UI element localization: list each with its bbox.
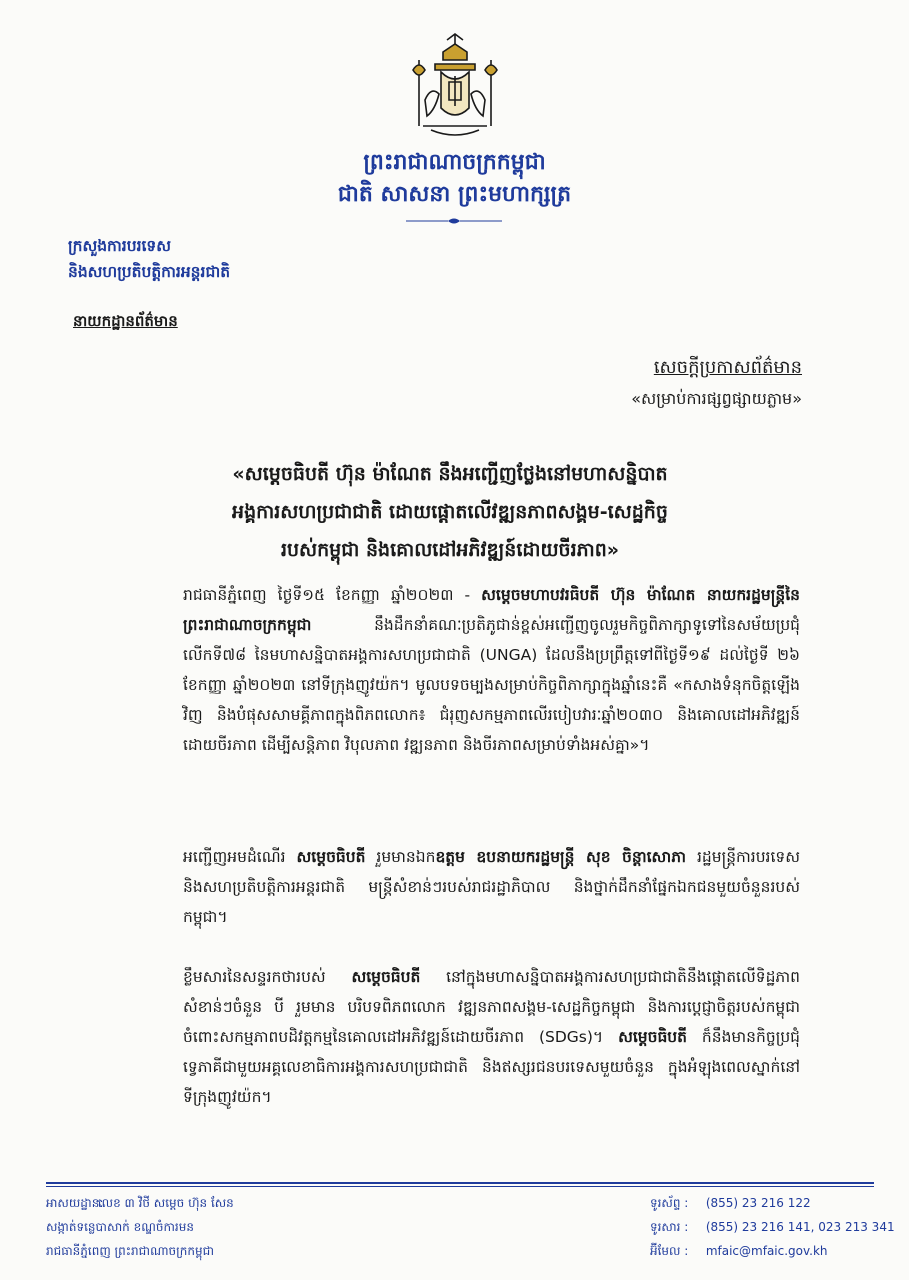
press-release-label: សេចក្តីប្រកាសព័ត៌មាន: [653, 357, 802, 378]
address-text: លេខ ៣ វិថី សម្តេច ហ៊ុន សែន: [97, 1196, 234, 1210]
paragraph-1-text: នឹងដឹកនាំគណៈប្រតិភូជាន់ខ្ពស់អញ្ជើញចូលរួមកិច្ចពិភាក្សាទូទៅនៃសម័យប្រជុំលើកទី៧៨ នៃមហាសន្និបាតអង្គការសហប្រជាជាតិ (UNGA) ដែលនឹងប្រព្រឹត្តទៅពីថ្ងៃទី១៩ ដល់ថ្ងៃទី ២៦ ខែកញ្ញា ឆ្នាំ២០២៣ នៅទីក្រុងញូវយ៉ក។ មូលបទចម្បងសម្រាប់កិច្ចពិភាក្សាក្នុងឆ្នាំនេះគឺ «កសាងទំនុកចិត្តឡើងវិញ និងបំផុសសាមគ្គីភាពក្នុងពិភពលោក៖ ជំរុញសកម្មភាពលើរបៀបវារៈឆ្នាំ២០៣០ និងគោលដៅអភិវឌ្ឍន៍ដោយចីរភាព ដើម្បីសន្តិភាព វិបុលភាព វឌ្ឍនភាព និងចីរភាពសម្រាប់ទាំងអស់គ្នា»។: [183, 616, 800, 754]
kingdom-name: ព្រះរាជាណាចក្រកម្ពុជា: [363, 150, 546, 175]
email-address[interactable]: mfaic@mfaic.gov.kh: [705, 1244, 828, 1258]
prime-minister-name: សម្តេចមហាបវរធិបតី ហ៊ុន ម៉ាណែត នាយករដ្ឋមន្ត្រីនៃព្រះរាជាណាចក្រកម្ពុជា: [183, 586, 800, 634]
phone-label: ទូរស័ព្ទ :: [650, 1196, 689, 1210]
department-name: នាយកដ្ឋានព័ត៌មាន: [73, 312, 178, 330]
fax-number: (855) 23 216 141, 023 213 341: [705, 1220, 895, 1234]
footer-divider-thin: [46, 1186, 874, 1187]
phone-number: (855) 23 216 122: [705, 1196, 811, 1210]
headline: [140, 455, 760, 569]
paragraph-2-lead: អញ្ជើញអមដំណើរ: [183, 848, 297, 866]
paragraph-2: [183, 842, 800, 932]
pm-title: សម្តេចធិបតី: [351, 968, 421, 986]
ornament-divider-icon: [404, 216, 504, 226]
footer-address-line2: សង្កាត់ទន្លេបាសាក់ ខណ្ឌចំការមន: [46, 1220, 194, 1234]
royal-coat-of-arms-icon: [395, 30, 515, 140]
headline-line-2: អង្គការសហប្រជាជាតិ ដោយផ្តោតលើវឌ្ឍនភាពសង្គម-សេដ្ឋកិច្ច: [232, 501, 668, 523]
paragraph-2-mid: រួមមានឯក: [365, 848, 436, 866]
footer-phone: [650, 1195, 811, 1213]
email-label: អ៊ីមែល :: [650, 1244, 689, 1258]
headline-line-1: «សម្តេចធិបតី ហ៊ុន ម៉ាណែត នឹងអញ្ជើញថ្លែងនៅមហាសន្និបាត: [232, 463, 668, 485]
paragraph-3-mid: នៅក្នុងមហាសន្និបាតអង្គការសហប្រជាជាតិនឹងផ្តោតលើទិដ្ឋភាពសំខាន់ៗចំនួន បី រួមមាន បរិបទពិភពលោក វឌ្ឍនភាពសង្គម-សេដ្ឋកិច្ចកម្ពុជា និងការប្តេជ្ញាចិត្តរបស់កម្ពុជាចំពោះសកម្មភាពបដិវត្តកម្មនៃគោលដៅអភិវឌ្ឍន៍ដោយចីរភាព (SDGs)។: [183, 968, 801, 1046]
paragraph-1: [183, 580, 800, 760]
footer-email: [650, 1243, 828, 1261]
paragraph-3-lead: ខ្លឹមសារនៃសន្ទរកថារបស់: [183, 968, 352, 986]
footer-address-line1: [46, 1195, 234, 1213]
footer-fax: [650, 1219, 895, 1237]
footer-divider: [46, 1182, 874, 1184]
paragraph-3-text: ក៏នឹងមានកិច្ចប្រជុំទ្វេភាគីជាមួយអគ្គលេខាធិការអង្គការសហប្រជាជាតិ និងឥស្សរជនបរទេសមួយចំនួន ក្នុងអំឡុងពេលស្នាក់នៅទីក្រុងញូវយ៉ក។: [183, 1028, 800, 1106]
footer-address-line3: រាជធានីភ្នំពេញ ព្រះរាជាណាចក្រកម្ពុជា: [46, 1244, 214, 1258]
press-release-note: «សម្រាប់ការផ្សព្វផ្សាយភ្លាម»: [631, 389, 802, 408]
paragraph-2-text: រដ្ឋមន្ត្រីការបរទេសនិងសហប្រតិបត្តិការអន្តរជាតិ មន្ត្រីសំខាន់ៗរបស់រាជរដ្ឋាភិបាល និងថ្នាក់ដឹកនាំផ្នែកឯកជនមួយចំនួនរបស់កម្ពុជា។: [183, 848, 800, 926]
national-motto: ជាតិ សាសនា ព្រះមហាក្សត្រ: [337, 182, 572, 207]
headline-line-3: របស់កម្ពុជា និងគោលដៅអភិវឌ្ឍន៍ដោយចីរភាព»: [280, 539, 620, 561]
fax-label: ទូរសារ :: [650, 1220, 689, 1234]
pm-title: សម្តេចធិបតី: [296, 848, 366, 866]
deputy-pm-name: ឧត្តម ឧបនាយករដ្ឋមន្ត្រី សុខ ចិន្តាសោភា: [435, 848, 686, 866]
paragraph-3: [183, 962, 800, 1112]
pm-title: សម្តេចធិបតី: [618, 1028, 687, 1046]
dateline: រាជធានីភ្នំពេញ ថ្ងៃទី១៥ ខែកញ្ញា ឆ្នាំ២០២៣ -: [183, 586, 482, 604]
address-label: អាសយដ្ឋាន:: [46, 1196, 104, 1210]
ministry-name-line2: និងសហប្រតិបត្តិការអន្តរជាតិ: [68, 263, 231, 281]
ministry-name-line1: ក្រសួងការបរទេស: [68, 237, 172, 255]
